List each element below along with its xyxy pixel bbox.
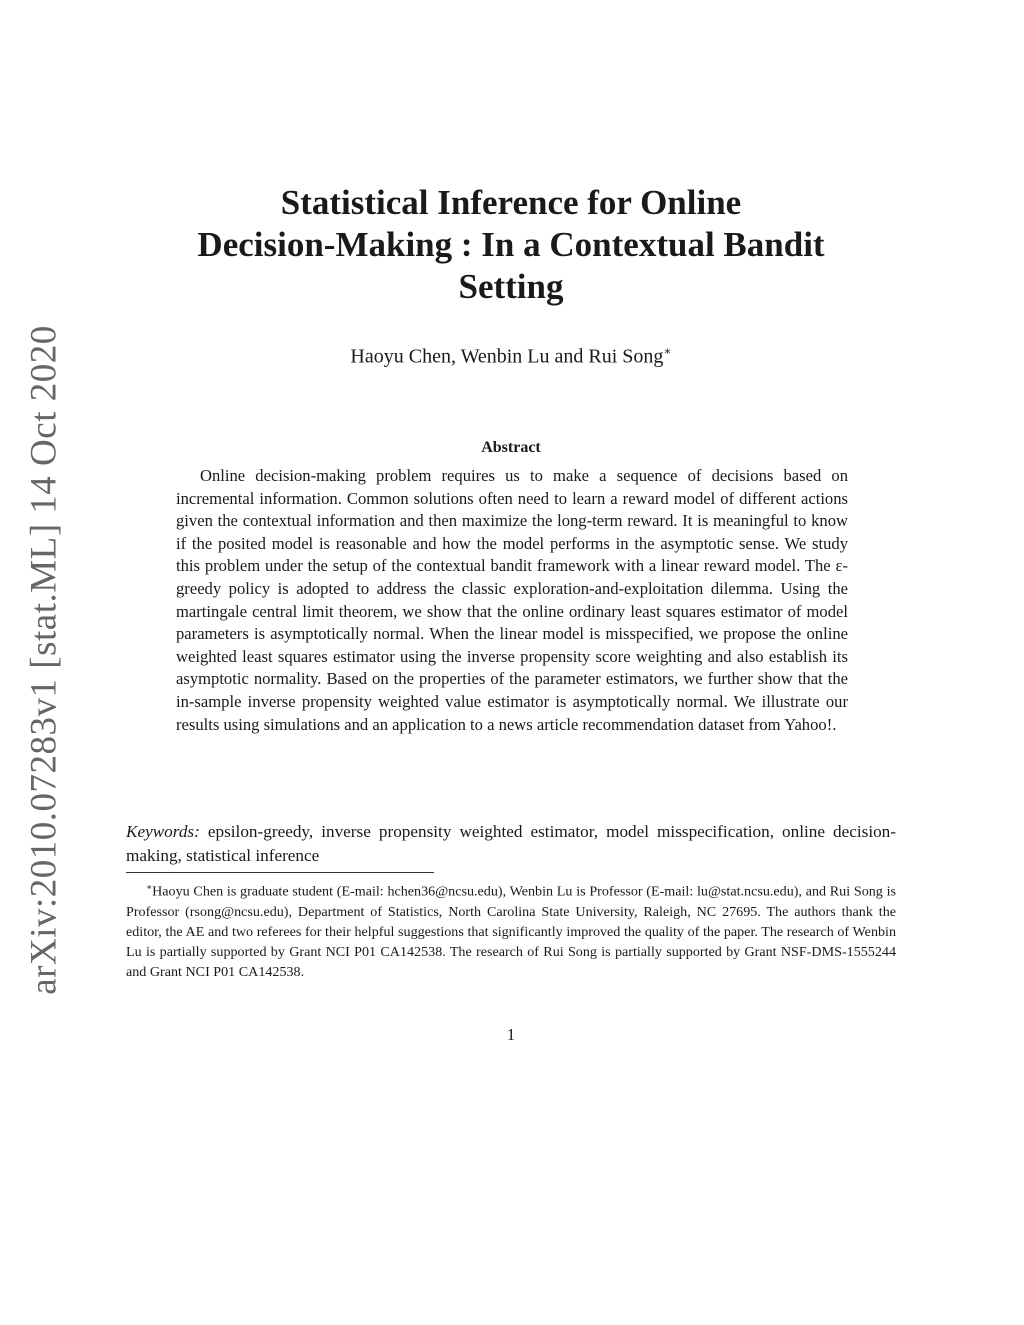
title-line-1: Statistical Inference for Online [280,183,742,222]
keywords-section [126,820,896,868]
keywords-list: epsilon-greedy, inverse propensity weighted estimator, model misspecification, online decision-making, statistical inference [126,822,897,865]
arxiv-identifier: arXiv:2010.07283v1 [stat.ML] 14 Oct 2020 [23,325,65,995]
paper-title [126,182,896,308]
author-footnote [126,877,896,982]
footnote-mark: ∗ [146,882,153,892]
keywords-label: Keywords: [126,822,200,841]
author-footnote-mark: ∗ [663,344,672,358]
title-line-3: Setting [458,267,564,306]
title-line-2: Decision-Making : In a Contextual Bandit [197,225,825,264]
abstract-heading: Abstract [481,439,541,456]
author-list [126,338,896,370]
footnote-divider [126,872,434,873]
footnote-text: Haoyu Chen is graduate student (E-mail: hchen36@ncsu.edu), Wenbin Lu is Professor (E-mail: lu@stat.ncsu.edu), and Rui Song is Professor (rsong@ncsu.edu), Department of Statistics, North Carolina State University, Raleigh, NC 27695. The authors thank the editor, the AE and two referees for their helpful suggestions that significantly improved the quality of the paper. The research of Wenbin Lu is partially supported by Grant NCI P01 CA142538. The research of Rui Song is partially supported by Grant NSF-DMS-1555244 and Grant NCI P01 CA142538. [126,883,896,980]
page-number: 1 [506,1025,516,1044]
abstract-body: Online decision-making problem requires us to make a sequence of decisions based on incremental information. Common solutions often need to learn a reward model of different actions given the contextual information and then maximize the long-term reward. It is meaningful to know if the posited model is reasonable and how the model performs in the asymptotic sense. We study this problem under the setup of the contextual bandit framework with a linear reward model. The ε-greedy policy is adopted to address the classic exploration-and-exploitation dilemma. Using the martingale central limit theorem, we show that the online ordinary least squares estimator of model parameters is asymptotically normal. When the linear model is misspecified, we propose the online weighted least squares estimator using the inverse propensity score weighting and also establish its asymptotic normality. Based on the properties of the parameter estimators, we further show that the in-sample inverse propensity weighted value estimator is asymptotically normal. We illustrate our results using simulations and an application to a news article recommendation dataset from Yahoo!. [176,466,848,734]
author-names: Haoyu Chen, Wenbin Lu and Rui Song [350,345,664,368]
